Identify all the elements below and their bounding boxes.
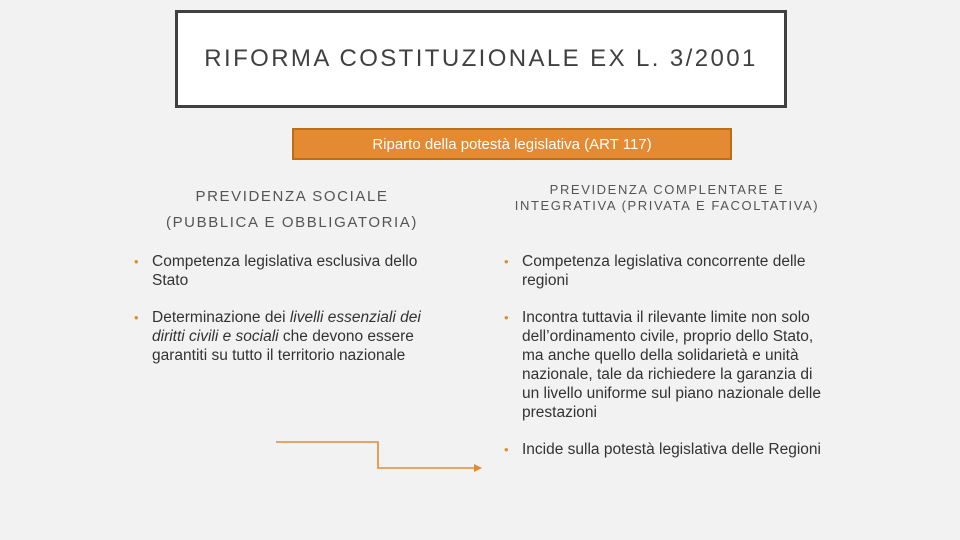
list-item [502, 440, 832, 459]
slide-title: RIFORMA COSTITUZIONALE EX L. 3/2001 [204, 45, 758, 72]
connector-arrow-icon [270, 436, 490, 476]
list-item [132, 252, 442, 290]
bullet-text-post: che devono essere garantiti su tutto il territorio nazionale [152, 328, 414, 364]
bullet-icon: • [134, 254, 139, 269]
bullet-text: Incide sulla potestà legislativa delle Regioni [522, 441, 821, 458]
bullet-text [152, 309, 421, 364]
bullet-icon: • [504, 254, 509, 269]
bullet-text: Competenza legislativa concorrente delle regioni [522, 253, 806, 289]
right-column-heading: PREVIDENZA COMPLENTARE E INTEGRATIVA (PRIVATA E FACOLTATIVA) [514, 182, 820, 213]
list-item [502, 252, 832, 290]
list-item [502, 308, 832, 422]
left-heading-line1: PREVIDENZA SOCIALE [195, 188, 389, 205]
bullet-icon: • [134, 310, 139, 325]
bullet-icon: • [504, 442, 509, 457]
left-heading-line2: (PUBBLICA E OBBLIGATORIA) [165, 214, 418, 231]
bullet-text-italic: livelli essenziali dei diritti civili e sociali [152, 309, 421, 345]
bullet-text: Incontra tuttavia il rilevante limite non solo dell’ordinamento civile, proprio dello Stato, ma anche quello della solidarietà e unità nazionale, tale da richiedere la garanzia di un livello uniforme sul piano nazionale delle prestazioni [522, 309, 821, 421]
list-item [132, 308, 442, 365]
section-banner: Riparto della potestà legislativa (ART 117) [292, 128, 732, 160]
bullet-text-pre: Determinazione dei [152, 309, 290, 326]
right-bullet-list [502, 252, 832, 477]
bullet-icon: • [504, 310, 509, 325]
bullet-text: Competenza legislativa esclusiva dello Stato [152, 253, 418, 289]
title-box [175, 10, 787, 108]
left-column-heading [130, 184, 454, 236]
left-bullet-list [132, 252, 442, 383]
